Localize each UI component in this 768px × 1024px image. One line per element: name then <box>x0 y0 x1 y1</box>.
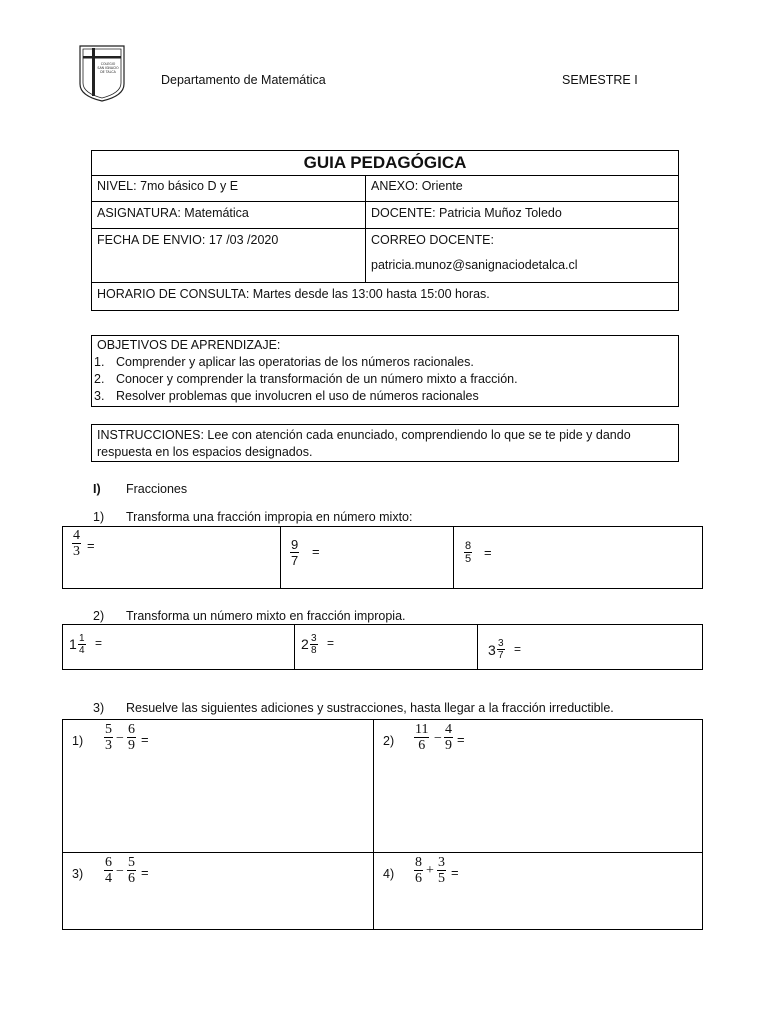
q3-item-2-label: 2) <box>383 734 395 748</box>
numerator: 4 <box>445 722 452 737</box>
objective-number: 3. <box>94 389 105 403</box>
q3-item-2-fraction-a <box>414 722 429 753</box>
logo-text-line-1: COLEGIO <box>100 62 116 66</box>
question-3-text: Resuelve las siguientes adiciones y sustracciones, hasta llegar a la fracción irreductible. <box>126 701 614 715</box>
objectives-title: OBJETIVOS DE APRENDIZAJE: <box>97 338 281 352</box>
denominator: 7 <box>291 553 299 568</box>
q3-item-4-fraction-a <box>414 855 423 886</box>
denominator: 4 <box>79 645 85 656</box>
section-title: Fracciones <box>126 482 188 496</box>
q3-item-4-equals: = <box>451 865 459 880</box>
denominator: 9 <box>445 738 452 753</box>
q2-item-3-equals: = <box>514 642 522 656</box>
question-3-number: 3) <box>93 701 105 715</box>
question-1-number: 1) <box>93 510 105 524</box>
q3-item-2-operator: − <box>434 731 442 746</box>
numerator: 4 <box>73 528 80 543</box>
q1-item-1-fraction <box>72 528 81 559</box>
school-crest-logo <box>78 44 126 102</box>
logo-text-line-2: SAN IGNACIO <box>97 66 119 70</box>
denominator: 7 <box>498 650 504 661</box>
denominator: 6 <box>415 871 422 886</box>
numerator: 5 <box>128 855 135 870</box>
asignatura-field: ASIGNATURA: Matemática <box>97 206 249 220</box>
denominator: 5 <box>438 871 445 886</box>
instructions-line-2: respuesta en los espacios designados. <box>97 445 313 459</box>
numerator: 3 <box>498 638 504 649</box>
correo-docente-label: CORREO DOCENTE: <box>371 233 494 247</box>
denominator: 6 <box>418 738 426 753</box>
guide-title: GUIA PEDAGÓGICA <box>303 153 467 172</box>
correo-docente-email[interactable]: patricia.munoz@sanignaciodetalca.cl <box>371 258 578 272</box>
q3-item-1-fraction-a <box>104 722 113 753</box>
numerator: 5 <box>105 722 112 737</box>
numerator: 6 <box>128 722 135 737</box>
q3-item-3-equals: = <box>141 865 149 880</box>
q1-item-1-equals: = <box>87 538 95 553</box>
q3-item-3-fraction-a <box>104 855 113 886</box>
numerator: 9 <box>291 537 299 552</box>
question-2-number: 2) <box>93 609 105 623</box>
objective-item: Conocer y comprender la transformación de un número mixto a fracción. <box>116 372 518 386</box>
question-2-box <box>62 624 703 670</box>
q3-item-3-fraction-b <box>127 855 136 886</box>
question-1-text: Transforma una fracción impropia en número mixto: <box>126 510 413 524</box>
numerator: 1 <box>79 633 85 644</box>
nivel-field: NIVEL: 7mo básico D y E <box>97 179 239 193</box>
semester-label: SEMESTRE I <box>562 73 638 87</box>
q3-item-4-fraction-b <box>437 855 446 886</box>
anexo-field: ANEXO: Oriente <box>371 179 463 193</box>
q3-item-1-fraction-b <box>127 722 136 753</box>
logo-text-line-3: DE TALCA <box>100 70 116 74</box>
docente-field: DOCENTE: Patricia Muñoz Toledo <box>371 206 562 220</box>
objective-number: 2. <box>94 372 105 386</box>
fecha-envio-field: FECHA DE ENVIO: 17 /03 /2020 <box>97 233 279 247</box>
q2-item-2-whole: 2 <box>301 636 309 652</box>
q3-item-1-label: 1) <box>72 734 84 748</box>
q3-item-4-operator: + <box>426 863 434 878</box>
denominator: 6 <box>128 871 135 886</box>
q3-item-1-operator: − <box>116 731 124 746</box>
q1-item-2-fraction <box>290 537 299 568</box>
q2-item-1-fraction <box>78 633 86 656</box>
instructions-line-1: INSTRUCCIONES: Lee con atención cada enunciado, comprendiendo lo que se te pide y dando <box>97 428 631 442</box>
q2-item-3-whole: 3 <box>488 642 496 658</box>
objective-number: 1. <box>94 355 105 369</box>
question-2-text: Transforma un número mixto en fracción impropia. <box>126 609 406 623</box>
q1-item-3-fraction <box>464 540 472 565</box>
department-name: Departamento de Matemática <box>161 73 326 87</box>
q3-item-4-label: 4) <box>383 867 395 881</box>
q2-item-2-fraction <box>310 633 318 656</box>
numerator: 3 <box>311 633 317 644</box>
q3-item-1-equals: = <box>141 732 149 747</box>
q3-item-2-fraction-b <box>444 722 453 753</box>
q1-item-2-equals: = <box>312 544 320 559</box>
denominator: 3 <box>73 544 80 559</box>
q2-item-1-whole: 1 <box>69 636 77 652</box>
q2-item-2-equals: = <box>327 636 335 650</box>
numerator: 3 <box>438 855 445 870</box>
q1-item-3-equals: = <box>484 545 492 560</box>
q3-item-3-label: 3) <box>72 867 84 881</box>
objective-item: Comprender y aplicar las operatorias de los números racionales. <box>116 355 474 369</box>
numerator: 8 <box>465 540 472 552</box>
horario-consulta-field: HORARIO DE CONSULTA: Martes desde las 13:00 hasta 15:00 horas. <box>97 287 490 301</box>
question-1-box <box>62 526 703 589</box>
numerator: 11 <box>415 722 429 737</box>
denominator: 4 <box>105 871 112 886</box>
numerator: 8 <box>415 855 422 870</box>
q2-item-3-fraction <box>497 638 505 661</box>
denominator: 3 <box>105 738 112 753</box>
q3-item-2-equals: = <box>457 732 465 747</box>
denominator: 5 <box>465 553 472 565</box>
denominator: 8 <box>311 645 317 656</box>
denominator: 9 <box>128 738 135 753</box>
section-numeral: I) <box>93 482 101 496</box>
q3-item-3-operator: − <box>116 864 124 879</box>
q2-item-1-equals: = <box>95 636 103 650</box>
question-3-box <box>62 719 703 930</box>
numerator: 6 <box>105 855 112 870</box>
objective-item: Resolver problemas que involucren el uso de números racionales <box>116 389 479 403</box>
